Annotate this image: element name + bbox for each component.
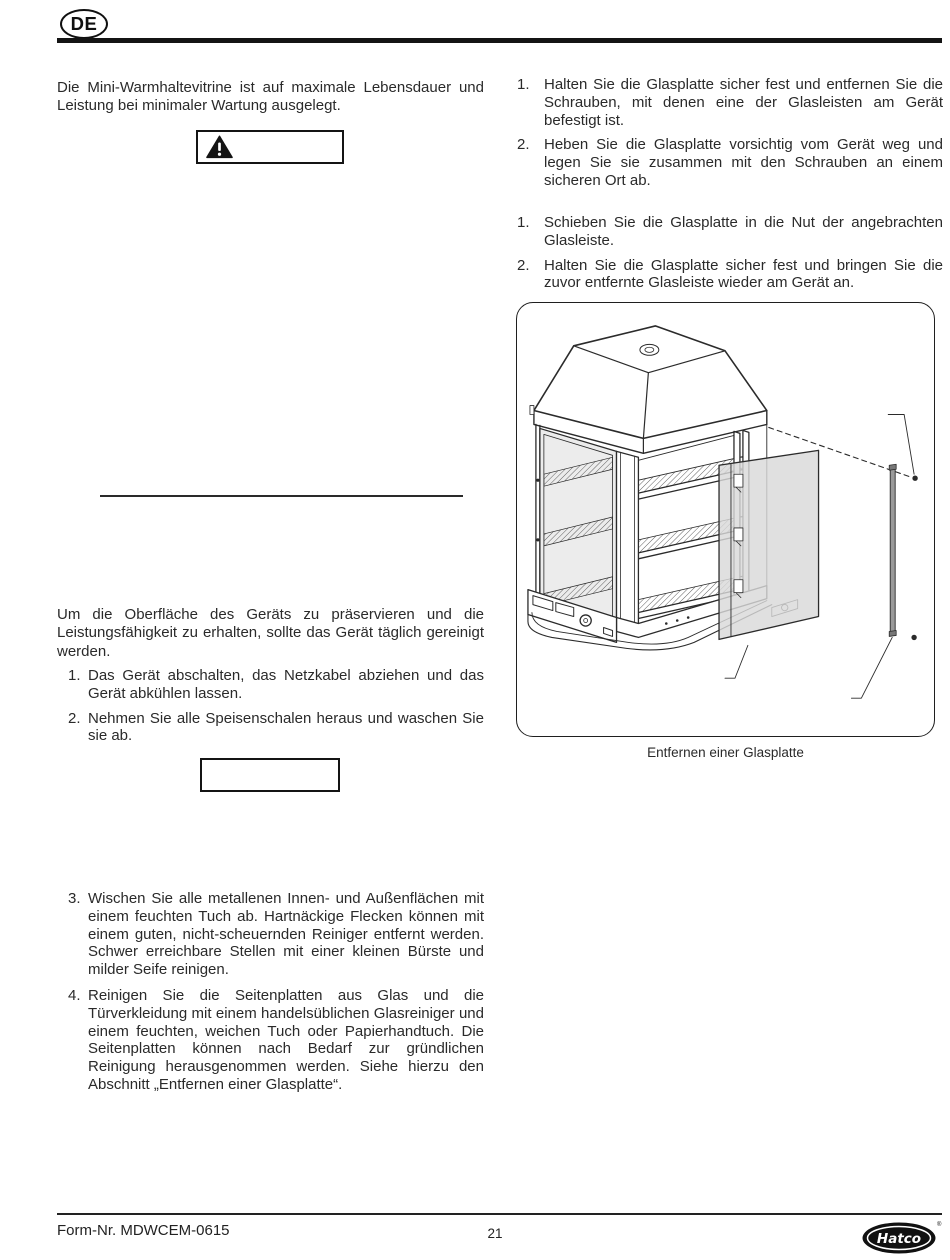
list-item-text: Heben Sie die Glasplatte vorsichtig vom Gerät weg und legen Sie sie zusammen mit den Schrauben an einem sicheren Ort ab. — [544, 136, 943, 189]
cleaning-steps-list-b — [57, 890, 484, 1101]
figure-caption: Entfernen einer Glasplatte — [647, 745, 804, 760]
section-divider — [100, 495, 463, 497]
list-item — [517, 257, 943, 293]
hatco-logo-text: Hatco — [876, 1231, 922, 1247]
list-item-number: 2. — [68, 709, 81, 727]
registered-mark: ® — [937, 1222, 942, 1228]
list-item-text: Das Gerät abschalten, das Netzkabel abziehen und das Gerät abkühlen lassen. — [88, 667, 484, 702]
glass-install-steps — [517, 214, 943, 299]
list-item — [57, 667, 484, 703]
list-item — [57, 890, 484, 979]
list-item-number: 1. — [517, 76, 530, 93]
list-item-text: Wischen Sie alle metallenen Innen- und Außenflächen mit einem feuchten Tuch ab. Hartnäckige Flecken können mit einem guten, nicht-scheuernden Reiniger entfernt werden. Schwer erreichbare Stellen mit einer kleinen Bürste und milder Seife reinigen. — [88, 890, 484, 979]
warning-triangle-icon — [206, 135, 233, 159]
list-item-text: Schieben Sie die Glasplatte in die Nut der angebrachten Glasleiste. — [544, 214, 943, 249]
list-item — [57, 710, 484, 746]
notice-box — [200, 758, 340, 792]
list-item-text: Halten Sie die Glasplatte sicher fest und entfernen Sie die Schrauben, mit denen eine der Glasleisten am Gerät befestigt ist. — [544, 76, 943, 129]
list-item-text: Reinigen Sie die Seitenplatten aus Glas und die Türverkleidung mit einem handelsüblichen Glasreiniger und einem feuchten, weichen Tuch oder Papierhandtuch. Die Seitenplatten können nach Bedarf zur gründlichen Reinigung herausgenommen werden. Siehe hierzu den Abschnitt „Entfernen einer Glasplatte“. — [88, 986, 484, 1093]
warning-box — [196, 130, 344, 164]
list-item — [517, 214, 943, 250]
footer-rule — [57, 1213, 942, 1215]
list-item-text: Halten Sie die Glasplatte sicher fest und bringen Sie die zuvor entfernte Glasleiste wieder am Gerät an. — [544, 256, 943, 292]
figure-frame — [516, 302, 935, 737]
maintenance-paragraph: Um die Oberfläche des Geräts zu präservieren und die Leistungsfähigkeit zu erhalten, sollte das Gerät täglich gereinigt werden. — [57, 606, 484, 660]
list-item-number: 2. — [517, 136, 530, 154]
list-item-number: 2. — [517, 256, 530, 274]
header-rule — [57, 38, 942, 43]
list-item-number: 3. — [68, 890, 81, 907]
hatco-logo-icon — [862, 1220, 942, 1254]
page-number: 21 — [487, 1226, 503, 1241]
intro-paragraph: Die Mini-Warmhaltevitrine ist auf maximale Lebensdauer und Leistung bei minimaler Wartung ausgelegt. — [57, 79, 484, 115]
list-item-number: 1. — [517, 214, 530, 231]
list-item — [517, 76, 943, 129]
glass-removal-steps — [517, 76, 943, 197]
list-item — [517, 136, 943, 189]
form-number: Form-Nr. MDWCEM-0615 — [57, 1222, 230, 1239]
language-badge — [60, 9, 108, 39]
hatco-logo — [862, 1220, 942, 1254]
list-item — [57, 987, 484, 1094]
language-badge-label: DE — [70, 13, 98, 34]
list-item-text: Nehmen Sie alle Speisenschalen heraus und waschen Sie sie ab. — [88, 709, 484, 745]
list-item-number: 1. — [68, 667, 81, 684]
list-item-number: 4. — [68, 986, 81, 1004]
cleaning-steps-list-a — [57, 667, 484, 752]
device-isometric-drawing-icon — [517, 303, 934, 736]
